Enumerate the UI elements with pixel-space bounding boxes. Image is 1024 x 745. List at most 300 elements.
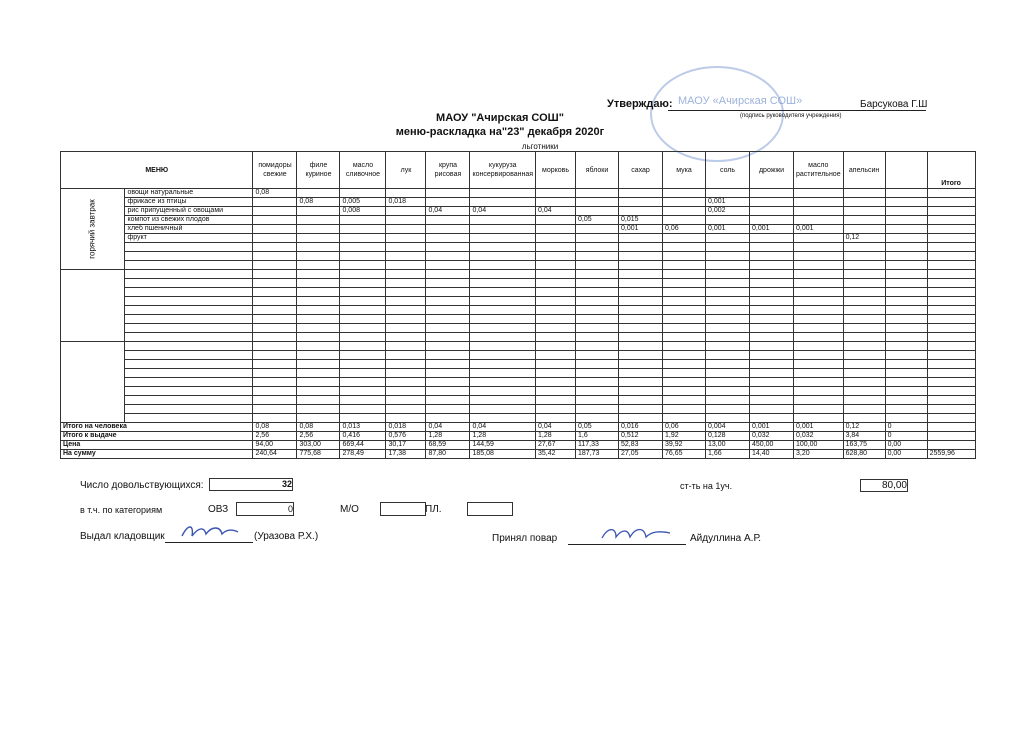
quantity-cell bbox=[386, 279, 426, 288]
quantity-cell bbox=[843, 396, 885, 405]
quantity-cell: 0,001 bbox=[750, 225, 794, 234]
quantity-cell bbox=[706, 261, 750, 270]
summary-cell: 3,20 bbox=[794, 450, 844, 459]
quantity-cell bbox=[253, 270, 297, 279]
quantity-cell bbox=[619, 306, 663, 315]
approve-note: (подпись руководителя учреждения) bbox=[740, 113, 842, 119]
quantity-cell bbox=[536, 369, 576, 378]
quantity-cell bbox=[619, 405, 663, 414]
quantity-cell bbox=[843, 297, 885, 306]
quantity-cell bbox=[340, 216, 386, 225]
section-label-text: горячий завтрак bbox=[87, 198, 97, 259]
keeper-label: Выдал кладовщик bbox=[80, 531, 165, 542]
dish-name: компот из свежих плодов bbox=[125, 216, 253, 225]
summary-cell: 68,59 bbox=[426, 441, 470, 450]
table-row bbox=[61, 405, 976, 414]
quantity-cell bbox=[794, 288, 844, 297]
total-cell bbox=[927, 261, 975, 270]
quantity-cell bbox=[386, 342, 426, 351]
quantity-cell bbox=[297, 396, 340, 405]
quantity-cell bbox=[843, 405, 885, 414]
quantity-cell bbox=[470, 324, 536, 333]
dish-name: хлеб пшеничный bbox=[125, 225, 253, 234]
quantity-cell bbox=[750, 324, 794, 333]
quantity-cell bbox=[536, 198, 576, 207]
total-cell bbox=[927, 189, 975, 198]
quantity-cell bbox=[619, 234, 663, 243]
quantity-cell bbox=[386, 234, 426, 243]
quantity-cell bbox=[470, 261, 536, 270]
quantity-cell bbox=[706, 279, 750, 288]
total-cell bbox=[927, 351, 975, 360]
product-header: масло сливочное bbox=[340, 152, 386, 189]
cook-label: Принял повар bbox=[492, 533, 558, 544]
quantity-cell bbox=[536, 324, 576, 333]
quantity-cell bbox=[576, 414, 619, 423]
extra-cell bbox=[885, 351, 927, 360]
summary-cell: 163,75 bbox=[843, 441, 885, 450]
quantity-cell: 0,008 bbox=[340, 207, 386, 216]
per-child-label: ст-ть на 1уч. bbox=[680, 481, 733, 491]
quantity-cell bbox=[536, 288, 576, 297]
quantity-cell bbox=[663, 252, 706, 261]
quantity-cell bbox=[843, 414, 885, 423]
quantity-cell bbox=[843, 252, 885, 261]
product-header: апельсин bbox=[843, 152, 885, 189]
quantity-cell bbox=[470, 243, 536, 252]
quantity-cell bbox=[253, 351, 297, 360]
extra-cell bbox=[885, 216, 927, 225]
quantity-cell bbox=[794, 207, 844, 216]
quantity-cell bbox=[470, 252, 536, 261]
extra-header bbox=[885, 152, 927, 189]
quantity-cell bbox=[536, 234, 576, 243]
quantity-cell bbox=[386, 378, 426, 387]
quantity-cell: 0,001 bbox=[794, 225, 844, 234]
menu-header: МЕНЮ bbox=[61, 152, 253, 189]
quantity-cell bbox=[426, 405, 470, 414]
summary-extra: 0 bbox=[885, 432, 927, 441]
quantity-cell bbox=[470, 378, 536, 387]
quantity-cell bbox=[706, 216, 750, 225]
quantity-cell bbox=[843, 279, 885, 288]
table-row bbox=[61, 297, 976, 306]
quantity-cell: 0,001 bbox=[619, 225, 663, 234]
quantity-cell bbox=[297, 207, 340, 216]
quantity-cell bbox=[663, 369, 706, 378]
summary-cell: 0,512 bbox=[619, 432, 663, 441]
quantity-cell bbox=[253, 387, 297, 396]
summary-cell: 278,49 bbox=[340, 450, 386, 459]
quantity-cell bbox=[706, 252, 750, 261]
quantity-cell bbox=[663, 279, 706, 288]
quantity-cell bbox=[426, 270, 470, 279]
quantity-cell: 0,08 bbox=[297, 198, 340, 207]
quantity-cell bbox=[386, 360, 426, 369]
table-row bbox=[61, 234, 976, 243]
quantity-cell bbox=[386, 270, 426, 279]
product-header: мука bbox=[663, 152, 706, 189]
quantity-cell bbox=[706, 315, 750, 324]
summary-label: Цена bbox=[61, 441, 253, 450]
quantity-cell bbox=[750, 216, 794, 225]
cook-signature bbox=[598, 523, 674, 545]
quantity-cell bbox=[297, 306, 340, 315]
quantity-cell bbox=[843, 387, 885, 396]
quantity-cell: 0,05 bbox=[576, 216, 619, 225]
quantity-cell bbox=[470, 189, 536, 198]
total-cell bbox=[927, 378, 975, 387]
quantity-cell bbox=[576, 261, 619, 270]
quantity-cell bbox=[470, 225, 536, 234]
quantity-cell bbox=[706, 243, 750, 252]
quantity-cell bbox=[470, 342, 536, 351]
quantity-cell bbox=[794, 306, 844, 315]
summary-cell: 27,05 bbox=[619, 450, 663, 459]
quantity-cell bbox=[794, 189, 844, 198]
quantity-cell bbox=[536, 333, 576, 342]
product-header: филе куриное bbox=[297, 152, 340, 189]
quantity-cell bbox=[750, 288, 794, 297]
quantity-cell bbox=[386, 324, 426, 333]
extra-cell bbox=[885, 288, 927, 297]
quantity-cell bbox=[619, 198, 663, 207]
dish-name: овощи натуральные bbox=[125, 189, 253, 198]
quantity-cell bbox=[253, 369, 297, 378]
summary-cell: 30,17 bbox=[386, 441, 426, 450]
dish-name bbox=[125, 306, 253, 315]
summary-cell: 187,73 bbox=[576, 450, 619, 459]
quantity-cell bbox=[794, 315, 844, 324]
quantity-cell bbox=[470, 414, 536, 423]
quantity-cell bbox=[253, 414, 297, 423]
quantity-cell bbox=[794, 198, 844, 207]
quantity-cell bbox=[386, 414, 426, 423]
quantity-cell bbox=[253, 288, 297, 297]
quantity-cell: 0,001 bbox=[706, 225, 750, 234]
dish-name bbox=[125, 261, 253, 270]
quantity-cell bbox=[706, 387, 750, 396]
quantity-cell bbox=[843, 369, 885, 378]
quantity-cell bbox=[619, 378, 663, 387]
summary-cell: 0,004 bbox=[706, 423, 750, 432]
total-cell bbox=[927, 225, 975, 234]
dish-name bbox=[125, 414, 253, 423]
quantity-cell bbox=[663, 333, 706, 342]
quantity-cell bbox=[794, 369, 844, 378]
table-row bbox=[61, 315, 976, 324]
quantity-cell bbox=[426, 279, 470, 288]
quantity-cell bbox=[619, 351, 663, 360]
summary-cell: 2,56 bbox=[297, 432, 340, 441]
quantity-cell bbox=[297, 216, 340, 225]
quantity-cell bbox=[470, 333, 536, 342]
quantity-cell bbox=[426, 378, 470, 387]
quantity-cell bbox=[426, 351, 470, 360]
quantity-cell bbox=[426, 387, 470, 396]
quantity-cell bbox=[843, 342, 885, 351]
quantity-cell bbox=[253, 261, 297, 270]
summary-cell: 0,06 bbox=[663, 423, 706, 432]
quantity-cell bbox=[340, 342, 386, 351]
quantity-cell bbox=[843, 351, 885, 360]
table-row bbox=[61, 189, 976, 198]
quantity-cell bbox=[253, 360, 297, 369]
quantity-cell bbox=[297, 270, 340, 279]
quantity-cell bbox=[794, 351, 844, 360]
quantity-cell bbox=[386, 369, 426, 378]
dish-name bbox=[125, 333, 253, 342]
summary-cell: 35,42 bbox=[536, 450, 576, 459]
quantity-cell bbox=[576, 315, 619, 324]
quantity-cell bbox=[426, 324, 470, 333]
quantity-cell bbox=[843, 261, 885, 270]
quantity-cell bbox=[386, 252, 426, 261]
quantity-cell bbox=[253, 198, 297, 207]
quantity-cell bbox=[297, 378, 340, 387]
quantity-cell bbox=[706, 333, 750, 342]
extra-cell bbox=[885, 405, 927, 414]
quantity-cell bbox=[470, 297, 536, 306]
quantity-cell bbox=[297, 252, 340, 261]
quantity-cell bbox=[794, 378, 844, 387]
quantity-cell bbox=[536, 189, 576, 198]
total-cell bbox=[927, 369, 975, 378]
quantity-cell bbox=[536, 378, 576, 387]
quantity-cell bbox=[619, 279, 663, 288]
quantity-cell bbox=[576, 279, 619, 288]
quantity-cell bbox=[340, 279, 386, 288]
quantity-cell bbox=[794, 405, 844, 414]
approve-label: Утверждаю: bbox=[607, 98, 673, 110]
total-cell bbox=[927, 216, 975, 225]
quantity-cell bbox=[750, 252, 794, 261]
quantity-cell bbox=[386, 216, 426, 225]
keeper-name: (Уразова Р.Х.) bbox=[254, 531, 319, 542]
quantity-cell bbox=[663, 351, 706, 360]
quantity-cell: 0,12 bbox=[843, 234, 885, 243]
product-header: масло растительное bbox=[794, 152, 844, 189]
quantity-cell bbox=[706, 306, 750, 315]
quantity-cell bbox=[794, 270, 844, 279]
quantity-cell bbox=[619, 333, 663, 342]
quantity-cell bbox=[706, 378, 750, 387]
quantity-cell bbox=[536, 414, 576, 423]
extra-cell bbox=[885, 234, 927, 243]
dish-name: фрикасе из птицы bbox=[125, 198, 253, 207]
summary-cell: 0,018 bbox=[386, 423, 426, 432]
quantity-cell bbox=[619, 270, 663, 279]
quantity-cell bbox=[663, 414, 706, 423]
product-header: морковь bbox=[536, 152, 576, 189]
quantity-cell bbox=[426, 414, 470, 423]
quantity-cell bbox=[576, 297, 619, 306]
quantity-cell bbox=[470, 405, 536, 414]
quantity-cell bbox=[794, 324, 844, 333]
mo-label: М/О bbox=[340, 504, 359, 515]
quantity-cell bbox=[619, 360, 663, 369]
summary-total bbox=[927, 432, 975, 441]
total-cell bbox=[927, 360, 975, 369]
table-row bbox=[61, 324, 976, 333]
quantity-cell bbox=[386, 288, 426, 297]
count-label: Число довольствующихся: bbox=[80, 480, 204, 491]
summary-cell: 0,001 bbox=[794, 423, 844, 432]
extra-cell bbox=[885, 414, 927, 423]
quantity-cell bbox=[663, 288, 706, 297]
dish-name bbox=[125, 324, 253, 333]
summary-cell: 0,016 bbox=[619, 423, 663, 432]
summary-label: Итого к выдаче bbox=[61, 432, 253, 441]
summary-cell: 100,00 bbox=[794, 441, 844, 450]
quantity-cell bbox=[619, 324, 663, 333]
quantity-cell bbox=[750, 243, 794, 252]
quantity-cell bbox=[426, 252, 470, 261]
quantity-cell bbox=[750, 333, 794, 342]
quantity-cell bbox=[619, 315, 663, 324]
quantity-cell bbox=[340, 351, 386, 360]
quantity-cell bbox=[536, 279, 576, 288]
summary-cell: 0,032 bbox=[794, 432, 844, 441]
quantity-cell bbox=[706, 297, 750, 306]
quantity-cell bbox=[470, 288, 536, 297]
quantity-cell bbox=[340, 333, 386, 342]
quantity-cell bbox=[386, 333, 426, 342]
quantity-cell bbox=[576, 189, 619, 198]
summary-extra: 0,00 bbox=[885, 441, 927, 450]
quantity-cell bbox=[750, 189, 794, 198]
quantity-cell bbox=[340, 270, 386, 279]
quantity-cell bbox=[750, 378, 794, 387]
menu-table bbox=[60, 151, 976, 459]
quantity-cell bbox=[426, 225, 470, 234]
summary-cell: 144,59 bbox=[470, 441, 536, 450]
dish-name: фрукт bbox=[125, 234, 253, 243]
quantity-cell bbox=[750, 306, 794, 315]
quantity-cell bbox=[576, 324, 619, 333]
table-row bbox=[61, 342, 976, 351]
summary-cell: 94,00 bbox=[253, 441, 297, 450]
quantity-cell bbox=[619, 243, 663, 252]
summary-label: На сумму bbox=[61, 450, 253, 459]
quantity-cell bbox=[297, 261, 340, 270]
quantity-cell bbox=[536, 270, 576, 279]
quantity-cell bbox=[426, 198, 470, 207]
quantity-cell bbox=[536, 387, 576, 396]
count-value: 32 bbox=[209, 478, 293, 491]
total-cell bbox=[927, 279, 975, 288]
quantity-cell bbox=[536, 225, 576, 234]
quantity-cell bbox=[536, 396, 576, 405]
product-header: соль bbox=[706, 152, 750, 189]
quantity-cell: 0,04 bbox=[470, 207, 536, 216]
summary-cell: 0,08 bbox=[253, 423, 297, 432]
quantity-cell bbox=[619, 252, 663, 261]
quantity-cell bbox=[794, 396, 844, 405]
ovz-label: ОВЗ bbox=[208, 504, 229, 515]
quantity-cell bbox=[386, 225, 426, 234]
quantity-cell bbox=[426, 261, 470, 270]
quantity-cell bbox=[340, 234, 386, 243]
summary-cell: 1,66 bbox=[706, 450, 750, 459]
total-cell bbox=[927, 333, 975, 342]
summary-cell: 0,08 bbox=[297, 423, 340, 432]
summary-cell: 0,04 bbox=[426, 423, 470, 432]
quantity-cell bbox=[663, 342, 706, 351]
extra-cell bbox=[885, 396, 927, 405]
quantity-cell bbox=[297, 342, 340, 351]
quantity-cell: 0,015 bbox=[619, 216, 663, 225]
summary-row bbox=[61, 432, 976, 441]
quantity-cell bbox=[340, 288, 386, 297]
quantity-cell bbox=[794, 279, 844, 288]
quantity-cell bbox=[536, 261, 576, 270]
summary-cell: 185,08 bbox=[470, 450, 536, 459]
dish-name bbox=[125, 279, 253, 288]
quantity-cell bbox=[706, 351, 750, 360]
quantity-cell bbox=[470, 216, 536, 225]
quantity-cell bbox=[253, 342, 297, 351]
section-empty bbox=[61, 270, 125, 342]
quantity-cell bbox=[297, 225, 340, 234]
quantity-cell bbox=[619, 261, 663, 270]
summary-cell: 87,80 bbox=[426, 450, 470, 459]
quantity-cell bbox=[576, 270, 619, 279]
extra-cell bbox=[885, 198, 927, 207]
summary-cell: 76,65 bbox=[663, 450, 706, 459]
dish-name bbox=[125, 252, 253, 261]
table-row bbox=[61, 198, 976, 207]
quantity-cell bbox=[794, 234, 844, 243]
quantity-cell bbox=[253, 396, 297, 405]
quantity-cell bbox=[470, 279, 536, 288]
quantity-cell bbox=[843, 360, 885, 369]
product-header: дрожжи bbox=[750, 152, 794, 189]
quantity-cell bbox=[794, 342, 844, 351]
summary-cell: 1,6 bbox=[576, 432, 619, 441]
summary-cell: 117,33 bbox=[576, 441, 619, 450]
total-cell bbox=[927, 198, 975, 207]
quantity-cell bbox=[340, 360, 386, 369]
pl-value-box bbox=[467, 502, 513, 516]
quantity-cell bbox=[297, 333, 340, 342]
quantity-cell bbox=[340, 225, 386, 234]
quantity-cell bbox=[750, 270, 794, 279]
quantity-cell: 0,005 bbox=[340, 198, 386, 207]
quantity-cell bbox=[576, 360, 619, 369]
extra-cell bbox=[885, 261, 927, 270]
quantity-cell bbox=[253, 297, 297, 306]
quantity-cell bbox=[536, 306, 576, 315]
quantity-cell bbox=[843, 225, 885, 234]
quantity-cell bbox=[576, 306, 619, 315]
table-row bbox=[61, 333, 976, 342]
summary-cell: 0,013 bbox=[340, 423, 386, 432]
quantity-cell bbox=[663, 216, 706, 225]
quantity-cell bbox=[843, 198, 885, 207]
quantity-cell bbox=[253, 315, 297, 324]
quantity-cell bbox=[340, 252, 386, 261]
quantity-cell bbox=[706, 369, 750, 378]
quantity-cell bbox=[536, 297, 576, 306]
quantity-cell bbox=[843, 189, 885, 198]
section-empty bbox=[61, 342, 125, 423]
quantity-cell bbox=[706, 405, 750, 414]
quantity-cell bbox=[706, 189, 750, 198]
table-row bbox=[61, 378, 976, 387]
category-label: в т.ч. по категориям bbox=[80, 505, 163, 515]
dish-name bbox=[125, 297, 253, 306]
